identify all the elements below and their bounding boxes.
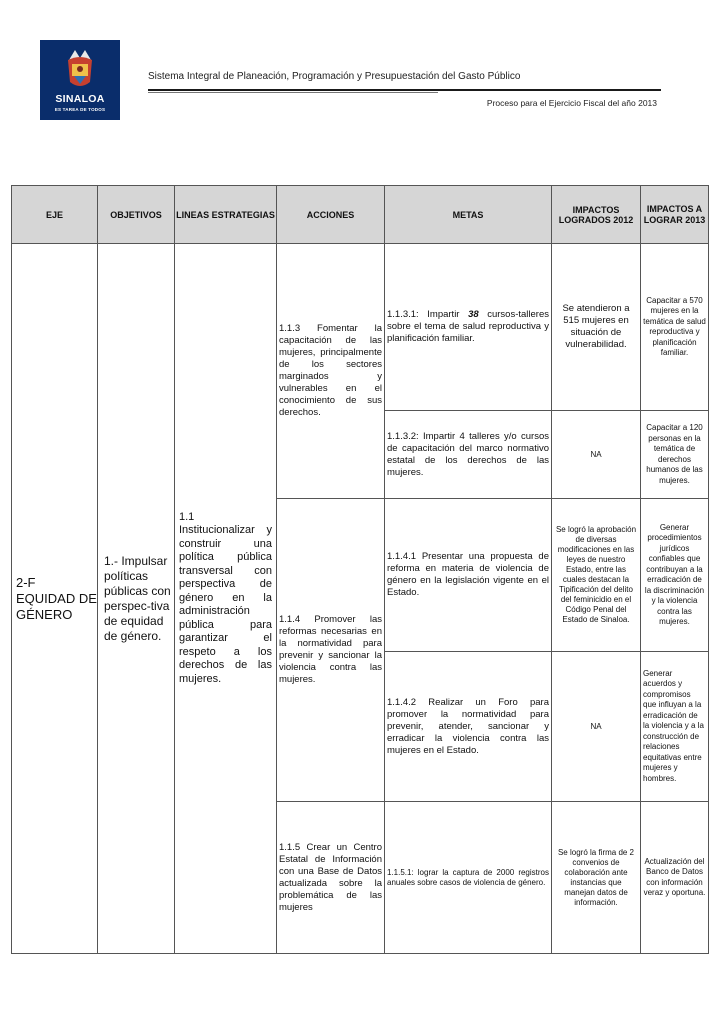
logo-name: SINALOA bbox=[55, 93, 105, 105]
impacto-lograr-cell: Generar procedimientos jurídicos confiables que contribuyan a la erradicación de la discriminación y la violencia contra las mujeres. bbox=[641, 499, 709, 652]
header-rule bbox=[148, 89, 661, 91]
impacto-logrado-cell: NA bbox=[552, 411, 641, 499]
header-metas: METAS bbox=[385, 186, 552, 244]
meta-cell bbox=[385, 244, 552, 411]
meta-text: 1.1.3.1: Impartir bbox=[387, 309, 469, 320]
planning-table bbox=[11, 185, 709, 954]
impacto-logrado-cell: Se atendieron a 515 mujeres en situación de vulnerabilidad. bbox=[552, 244, 641, 411]
logo-tagline: ES TAREA DE TODOS bbox=[54, 107, 106, 112]
meta-cell: 1.1.4.1 Presentar una propuesta de reforma en materia de violencia de género en la legislación vigente en el Estado. bbox=[385, 499, 552, 652]
accion-cell: 1.1.3 Fomentar la capacitación de las mujeres, principalmente de los sectores marginados y vulnerables en el conocimiento de sus derechos. bbox=[277, 244, 385, 499]
header-rule-secondary bbox=[148, 92, 438, 93]
meta-cell: 1.1.5.1: lograr la captura de 2000 registros anuales sobre casos de violencia de género. bbox=[385, 802, 552, 954]
header-acciones: ACCIONES bbox=[277, 186, 385, 244]
meta-number: 38 bbox=[468, 309, 479, 320]
sinaloa-logo bbox=[40, 40, 120, 120]
linea-cell: 1.1 Institucionalizar y construir una política pública transversal con perspectiva de género en la administración pública para garantizar el respeto a los derechos de las mujeres. bbox=[175, 244, 277, 954]
header-impactos-logrados: IMPACTOS LOGRADOS 2012 bbox=[552, 186, 641, 244]
system-title: Sistema Integral de Planeación, Programación y Presupuestación del Gasto Público bbox=[148, 71, 521, 82]
impacto-lograr-cell: Generar acuerdos y compromisos que influyan a la erradicación de la violencia y a la construcción de relaciones equitativas entre mujeres y hombres. bbox=[641, 652, 709, 802]
fiscal-process-label: Proceso para el Ejercicio Fiscal del año 2013 bbox=[486, 98, 657, 108]
table-row bbox=[12, 244, 709, 411]
impacto-logrado-cell: NA bbox=[552, 652, 641, 802]
meta-text: cursos-talleres sobre el tema de salud reproductiva y planificación familiar. bbox=[387, 309, 549, 344]
header-eje: EJE bbox=[12, 186, 98, 244]
header-lineas: LINEAS ESTRATEGIAS bbox=[175, 186, 277, 244]
objetivo-cell: 1.- Impulsar políticas públicas con perspec-tiva de equidad de género. bbox=[98, 244, 175, 954]
header-impactos-lograr: IMPACTOS A LOGRAR 2013 bbox=[641, 186, 709, 244]
impacto-lograr-cell: Capacitar a 120 personas en la temática de derechos humanos de las mujeres. bbox=[641, 411, 709, 499]
meta-cell: 1.1.3.2: Impartir 4 talleres y/o cursos de capacitación del marco normativo estatal de los derechos de las mujeres. bbox=[385, 411, 552, 499]
impacto-lograr-cell: Capacitar a 570 mujeres en la temática de salud reproductiva y planificación familiar. bbox=[641, 244, 709, 411]
accion-cell: 1.1.4 Promover las reformas necesarias en la normatividad para prevenir y sancionar la violencia contra las mujeres. bbox=[277, 499, 385, 802]
header-objetivos: OBJETIVOS bbox=[98, 186, 175, 244]
impacto-lograr-cell: Actualización del Banco de Datos con información veraz y oportuna. bbox=[641, 802, 709, 954]
impacto-logrado-cell: Se logró la aprobación de diversas modificaciones en las leyes de nuestro Estado, entre las cuales destacan la Tipificación del delito del feminicidio en el Código Penal del Estado de Sinaloa. bbox=[552, 499, 641, 652]
accion-cell: 1.1.5 Crear un Centro Estatal de Información con una Base de Datos actualizada sobre la problemática de las mujeres bbox=[277, 802, 385, 954]
header-row bbox=[12, 186, 709, 244]
impacto-logrado-cell: Se logró la firma de 2 convenios de colaboración ante instancias que manejan datos de información. bbox=[552, 802, 641, 954]
eje-cell: 2-F EQUIDAD DE GÉNERO bbox=[12, 244, 98, 954]
meta-cell: 1.1.4.2 Realizar un Foro para promover la normatividad para prevenir, atender, sancionar y erradicar la violencia contra las mujeres en el Estado. bbox=[385, 652, 552, 802]
